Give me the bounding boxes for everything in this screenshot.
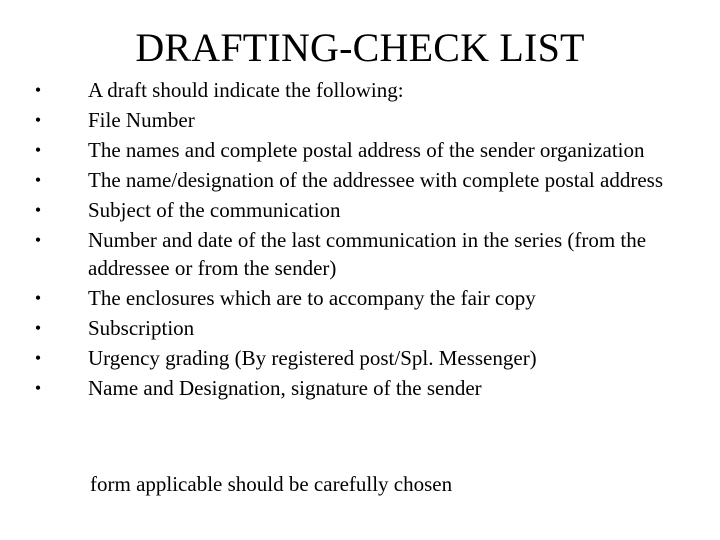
checklist-item xyxy=(28,344,698,372)
checklist-item-text: The name/designation of the addressee with complete postal address xyxy=(88,168,663,192)
bullet-icon: • xyxy=(34,378,42,398)
bullet-icon: • xyxy=(34,230,42,250)
checklist-item xyxy=(28,76,698,104)
checklist-item xyxy=(28,314,698,342)
checklist-item-text: Urgency grading (By registered post/Spl. Messenger) xyxy=(88,346,537,370)
bullet-icon: • xyxy=(34,200,42,220)
slide-title: DRAFTING-CHECK LIST xyxy=(135,25,585,70)
bullet-icon: • xyxy=(34,288,42,308)
bullet-icon: • xyxy=(34,110,42,130)
bullet-icon: • xyxy=(34,140,42,160)
checklist-item xyxy=(28,106,698,134)
checklist-item xyxy=(28,374,698,402)
checklist xyxy=(28,76,698,404)
checklist-item-text: File Number xyxy=(88,108,195,132)
checklist-item-text: Subscription xyxy=(88,316,195,340)
checklist-item-text: Number and date of the last communication in the series (from the addressee or from the sender) xyxy=(88,228,647,280)
bullet-icon: • xyxy=(34,348,42,368)
checklist-item xyxy=(28,226,698,282)
bullet-icon: • xyxy=(34,318,42,338)
checklist-item xyxy=(28,166,698,194)
checklist-item-text: Subject of the communication xyxy=(88,198,341,222)
checklist-item xyxy=(28,136,698,164)
bullet-icon: • xyxy=(34,170,42,190)
checklist-item-text: Name and Designation, signature of the sender xyxy=(88,376,482,400)
bullet-icon: • xyxy=(34,80,42,100)
checklist-item-text: The enclosures which are to accompany the fair copy xyxy=(88,286,536,310)
checklist-item xyxy=(28,284,698,312)
checklist-item-text: A draft should indicate the following: xyxy=(88,78,404,102)
checklist-continuation-text: form applicable should be carefully chosen xyxy=(90,472,453,496)
checklist-item-text: The names and complete postal address of the sender organization xyxy=(88,138,645,162)
checklist-item xyxy=(28,196,698,224)
